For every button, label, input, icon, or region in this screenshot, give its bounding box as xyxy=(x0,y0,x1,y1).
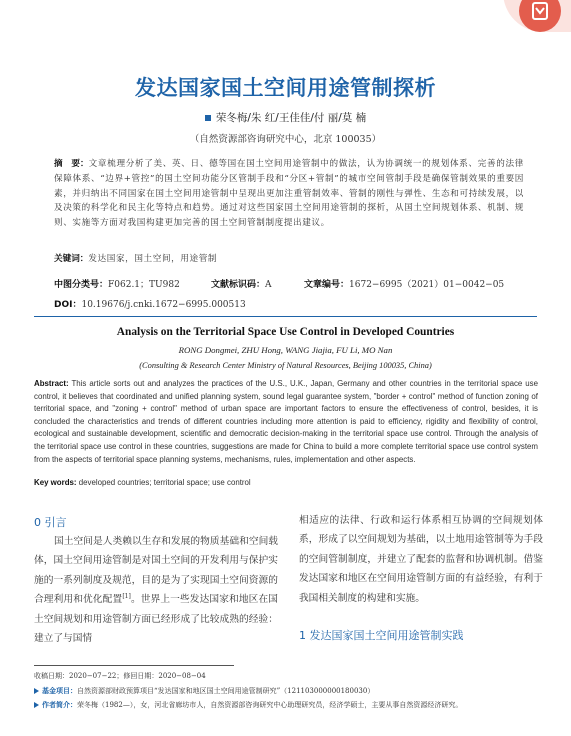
triangle-bullet-icon xyxy=(34,688,39,694)
abstract-en-label: Abstract: xyxy=(34,379,69,388)
section-heading-1: 1 发达国家国土空间用途管制实践 xyxy=(299,629,464,642)
doc-code-value: A xyxy=(265,280,272,290)
author-bio-label: 作者简介： xyxy=(42,701,77,709)
abstract-cn xyxy=(54,157,524,231)
doi-value[interactable]: 10.19676/j.cnki.1672−6995.000513 xyxy=(81,300,246,310)
pdf-download-icon[interactable] xyxy=(519,0,561,32)
keywords-cn xyxy=(54,252,524,264)
fund-label: 基金项目： xyxy=(42,687,77,695)
article-number xyxy=(304,277,504,290)
clc-value: F062.1；TU982 xyxy=(108,280,180,290)
article-title-en: Analysis on the Territorial Space Use Control in Developed Countries xyxy=(116,326,455,338)
affiliation-cn: （自然资源部咨询研究中心，北京 100035） xyxy=(189,134,382,145)
abstract-cn-label: 摘 要： xyxy=(54,159,89,169)
clc-number xyxy=(54,277,180,290)
keywords-en xyxy=(34,478,538,487)
abstract-cn-text: 文章梳理分析了美、英、日、德等国在国土空间用途管制中的做法，认为协调统一的规划体系、完善的法律保障体系、“边界+管控”的国土空间功能分区管制手段和“分区+管制”的城市空间管制手段是确保管制效果的重要因素，并归纳出不同国家在国土空间用途管制中呈现出更加注重管制效率、管制的刚性与弹性、生态和可持续发展，以及决策的科学化和民主化等特点和趋势。通过对这些国家国土空间用途管制的探析，从国土空间规划体系、机制、规则、实施等方面对我国构建更加完善的国土空间管制制度提出建议。 xyxy=(54,159,524,229)
corner-badge[interactable] xyxy=(503,0,571,32)
abstract-en-text: This article sorts out and analyzes the practices of the U.S., U.K., Japan, Germany and other countries in the territorial space use control, it believes that coordinated and unified planning system, sound legal guarantee system, "border + control" method of function zoning of territorial space, and "zoning + control" method of urban space are important factors to ensure the effectiveness of control, besides, it is concluded the characteristics and trends of different countries including more attention is paid to efficiency, rigidity and flexibility of control, ecological and sustainable development, scientific and democratic decision-making in the territorial space use control. Through the analysis of the territorial space use control in these countries, suggestions are made for China to build a more complete territorial space use control system from the aspects of territorial space planning systems, mechanisms, rules, implementation and other aspects. xyxy=(34,379,538,464)
author-bio-text: 荣冬梅（1982—），女，河北省廊坊市人，自然资源部咨询研究中心助理研究员，经济学硕士，主要从事自然资源经济研究。 xyxy=(77,701,463,709)
intro-paragraph: 国土空间是人类赖以生存和发展的物质基础和空间载体，国土空间用途管制是对国土空间的开发利用与保护实施的一系列制度及规范，目的是为了实现国土空间资源的合理利用和优化配置 xyxy=(34,536,278,606)
footnote-divider xyxy=(34,665,234,666)
section-heading-introduction: 0 引言 xyxy=(34,516,67,529)
doc-code-label: 文献标识码： xyxy=(211,280,266,290)
doc-code xyxy=(211,277,272,290)
triangle-bullet-icon xyxy=(34,702,39,708)
article-title-cn: 发达国家国土空间用途管制探析 xyxy=(135,76,436,100)
authors-cn-text: 荣冬梅/朱 红/王佳佳/付 丽/莫 楠 xyxy=(215,112,367,124)
author-list-cn xyxy=(0,110,571,125)
doi[interactable] xyxy=(54,297,246,310)
author-list-en: RONG Dongmei, ZHU Hong, WANG Jiajia, FU Li, MO Nan xyxy=(178,345,393,355)
intro-paragraph-cont: 。世界上一些发达国家和地区在国土空间规划和用途管制方面已经形成了比较成熟的经验：建立了与国情 xyxy=(34,594,278,645)
bullet-square-icon xyxy=(205,115,211,121)
body-column-left xyxy=(34,532,278,648)
keywords-en-text: developed countries; territorial space; use control xyxy=(78,478,251,487)
abstract-en xyxy=(34,378,538,466)
keywords-cn-label: 关键词： xyxy=(54,254,89,264)
body-column-right: 相适应的法律、行政和运行体系相互协调的空间规划体系，形成了以空间规划为基础，以土地用途管制等为手段的空间管制制度，并建立了配套的监督和协调机制。借鉴发达国家和地区在空间用途管制方面的有益经验，有利于我国相关制度的构建和实施。 xyxy=(299,515,543,604)
header-divider xyxy=(34,316,537,317)
footnote-fund xyxy=(34,685,544,697)
keywords-cn-text: 发达国家，国土空间，用途管制 xyxy=(88,254,218,264)
doi-label: DOI： xyxy=(54,300,82,310)
citation-ref[interactable]: [1] xyxy=(122,592,131,600)
affiliation-en: (Consulting & Research Center Ministry of Natural Resources, Beijing 100035, China) xyxy=(139,361,432,370)
footnote-author xyxy=(34,699,544,711)
article-number-value: 1672−6995（2021）01−0042−05 xyxy=(349,280,505,290)
fund-text: 自然资源部财政预算项目“发达国家和地区国土空间用途管制研究”（121103000000180030） xyxy=(77,687,375,695)
clc-label: 中图分类号： xyxy=(54,280,109,290)
keywords-en-label: Key words: xyxy=(34,478,77,487)
footnote-received: 收稿日期：2020−07−22；修回日期：2020−08−04 xyxy=(34,672,206,680)
article-number-label: 文章编号： xyxy=(304,280,350,290)
